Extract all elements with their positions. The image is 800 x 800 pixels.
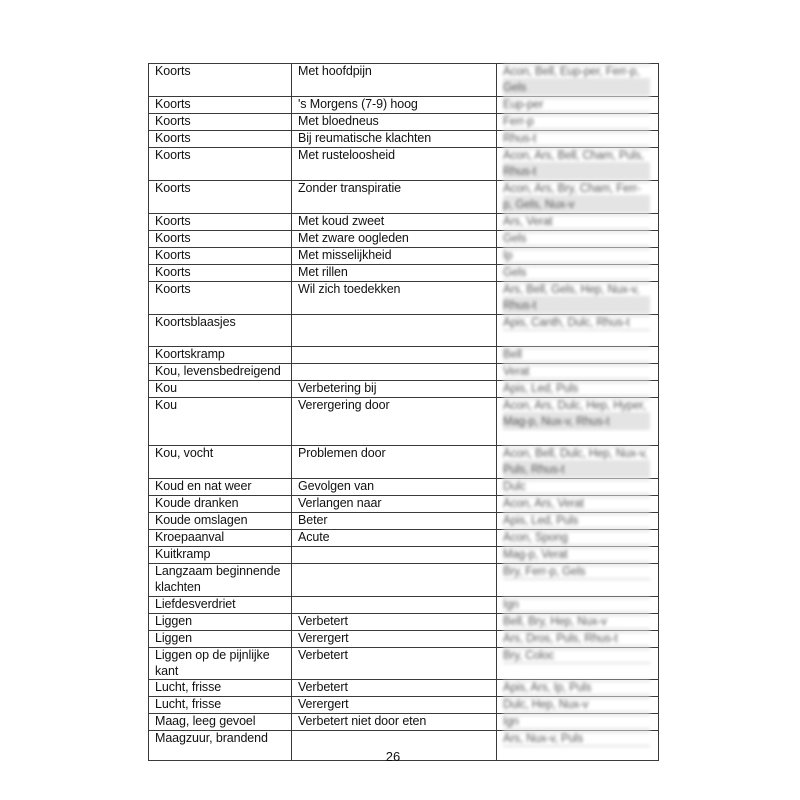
modality-cell: Zonder transpiratie bbox=[292, 181, 497, 214]
symptom-cell: Kuitkramp bbox=[149, 547, 292, 564]
page-number: 26 bbox=[385, 749, 401, 764]
blurred-remedies-text: Ign bbox=[503, 714, 650, 730]
blurred-remedies-text: Ars, Verat bbox=[503, 214, 650, 230]
table-row bbox=[149, 398, 659, 446]
remedies-cell bbox=[497, 148, 659, 181]
remedies-cell bbox=[497, 114, 659, 131]
table-row bbox=[149, 347, 659, 364]
symptom-cell: Koorts bbox=[149, 64, 292, 97]
remedies-cell bbox=[497, 364, 659, 381]
symptom-cell: Koorts bbox=[149, 214, 292, 231]
blurred-remedies-text: Bry, Coloc bbox=[503, 648, 650, 664]
remedies-cell bbox=[497, 597, 659, 614]
table-row bbox=[149, 114, 659, 131]
blurred-remedies-text: Bell bbox=[503, 347, 650, 363]
symptom-cell: Koorts bbox=[149, 181, 292, 214]
blurred-remedies-text: Ip bbox=[503, 248, 650, 264]
blurred-remedies-text: Acon, Ars, Dulc, Hep, Hyper, Mag-p, Nux-v, Rhus-t bbox=[503, 398, 650, 430]
remedies-cell bbox=[497, 547, 659, 564]
modality-cell: Problemen door bbox=[292, 446, 497, 479]
blurred-remedies-text: Verat bbox=[503, 364, 650, 380]
modality-cell: Verergert bbox=[292, 697, 497, 714]
modality-cell: Verlangen naar bbox=[292, 496, 497, 513]
remedies-cell bbox=[497, 614, 659, 631]
symptom-cell: Koud en nat weer bbox=[149, 479, 292, 496]
table-row bbox=[149, 547, 659, 564]
blurred-remedies-text: Acon, Ars, Bry, Cham, Ferr-p, Gels, Nux-v bbox=[503, 181, 650, 213]
symptom-cell: Maagzuur, brandend bbox=[149, 731, 292, 761]
blurred-remedies-text: Dulc, Hep, Nux-v bbox=[503, 697, 650, 713]
modality-cell: Verergert bbox=[292, 631, 497, 648]
modality-cell: Met misselijkheid bbox=[292, 248, 497, 265]
symptom-cell: Koorts bbox=[149, 97, 292, 114]
remedies-cell bbox=[497, 181, 659, 214]
table-row bbox=[149, 131, 659, 148]
modality-cell: Verbetering bij bbox=[292, 381, 497, 398]
blurred-remedies-text: Mag-p, Verat bbox=[503, 547, 650, 563]
blurred-remedies-text: Acon, Bell, Dulc, Hep, Nux-v, Puls, Rhus-t bbox=[503, 446, 650, 478]
table-body bbox=[149, 64, 659, 761]
symptom-cell: Koude dranken bbox=[149, 496, 292, 513]
remedies-cell bbox=[497, 680, 659, 697]
table-row bbox=[149, 479, 659, 496]
modality-cell: Verbetert bbox=[292, 614, 497, 631]
symptom-cell: Kou bbox=[149, 381, 292, 398]
symptom-cell: Liggen bbox=[149, 614, 292, 631]
symptom-cell: Kroepaanval bbox=[149, 530, 292, 547]
modality-cell: Met koud zweet bbox=[292, 214, 497, 231]
symptom-cell: Koorts bbox=[149, 282, 292, 315]
table-row bbox=[149, 597, 659, 614]
table-row bbox=[149, 97, 659, 114]
symptom-remedy-table bbox=[148, 63, 659, 761]
symptom-cell: Maag, leeg gevoel bbox=[149, 714, 292, 731]
symptom-cell: Koortskramp bbox=[149, 347, 292, 364]
remedies-cell bbox=[497, 315, 659, 347]
modality-cell: 's Morgens (7-9) hoog bbox=[292, 97, 497, 114]
blurred-remedies-text: Acon, Ars, Bell, Cham, Puls, Rhus-t bbox=[503, 148, 650, 180]
blurred-remedies-text: Acon, Bell, Eup-per, Ferr-p, Gels bbox=[503, 64, 650, 96]
modality-cell: Verbetert bbox=[292, 680, 497, 697]
remedies-cell bbox=[497, 697, 659, 714]
blurred-remedies-text: Ars, Nux-v, Puls bbox=[503, 731, 650, 747]
remedies-cell bbox=[497, 381, 659, 398]
modality-cell: Met bloedneus bbox=[292, 114, 497, 131]
table-row bbox=[149, 381, 659, 398]
symptom-cell: Liefdesverdriet bbox=[149, 597, 292, 614]
modality-cell: Met rillen bbox=[292, 265, 497, 282]
blurred-remedies-text: Ferr-p bbox=[503, 114, 650, 130]
blurred-remedies-text: Acon, Ars, Verat bbox=[503, 496, 650, 512]
table-row bbox=[149, 714, 659, 731]
blurred-remedies-text: Apis, Led, Puls bbox=[503, 381, 650, 397]
modality-cell: Verbetert niet door eten bbox=[292, 714, 497, 731]
remedies-cell bbox=[497, 479, 659, 496]
remedies-cell bbox=[497, 131, 659, 148]
symptom-cell: Koorts bbox=[149, 248, 292, 265]
table-row bbox=[149, 265, 659, 282]
remedies-cell bbox=[497, 347, 659, 364]
symptom-cell: Langzaam beginnende klachten bbox=[149, 564, 292, 597]
table-row bbox=[149, 614, 659, 631]
modality-cell: Verbetert bbox=[292, 648, 497, 680]
remedies-cell bbox=[497, 648, 659, 680]
symptom-cell: Kou bbox=[149, 398, 292, 446]
blurred-remedies-text: Apis, Led, Puls bbox=[503, 513, 650, 529]
modality-cell bbox=[292, 315, 497, 347]
remedies-cell bbox=[497, 265, 659, 282]
symptom-cell: Koude omslagen bbox=[149, 513, 292, 530]
remedies-cell bbox=[497, 214, 659, 231]
symptom-cell: Koorts bbox=[149, 231, 292, 248]
table-row bbox=[149, 248, 659, 265]
symptom-cell: Kou, levensbedreigend bbox=[149, 364, 292, 381]
modality-cell bbox=[292, 364, 497, 381]
modality-cell: Bij reumatische klachten bbox=[292, 131, 497, 148]
table-row bbox=[149, 181, 659, 214]
symptom-cell: Kou, vocht bbox=[149, 446, 292, 479]
modality-cell: Wil zich toedekken bbox=[292, 282, 497, 315]
table-row bbox=[149, 648, 659, 680]
blurred-remedies-text: Ars, Dros, Puls, Rhus-t bbox=[503, 631, 650, 647]
symptom-cell: Lucht, frisse bbox=[149, 680, 292, 697]
remedies-cell bbox=[497, 248, 659, 265]
blurred-remedies-text: Gels bbox=[503, 265, 650, 281]
modality-cell bbox=[292, 564, 497, 597]
remedies-cell bbox=[497, 564, 659, 597]
table-row bbox=[149, 680, 659, 697]
table-row bbox=[149, 364, 659, 381]
modality-cell: Met hoofdpijn bbox=[292, 64, 497, 97]
blurred-remedies-text: Rhus-t bbox=[503, 131, 650, 147]
table-row bbox=[149, 496, 659, 513]
table-row bbox=[149, 214, 659, 231]
blurred-remedies-text: Bry, Ferr-p, Gels bbox=[503, 564, 650, 580]
remedies-cell bbox=[497, 97, 659, 114]
table-row bbox=[149, 564, 659, 597]
modality-cell: Beter bbox=[292, 513, 497, 530]
blurred-remedies-text: Acon, Spong bbox=[503, 530, 650, 546]
blurred-remedies-text: Ign bbox=[503, 597, 650, 613]
table-row bbox=[149, 64, 659, 97]
symptom-cell: Koortsblaasjes bbox=[149, 315, 292, 347]
table-row bbox=[149, 315, 659, 347]
symptom-cell: Liggen op de pijnlijke kant bbox=[149, 648, 292, 680]
table-row bbox=[149, 513, 659, 530]
modality-cell bbox=[292, 547, 497, 564]
table-row bbox=[149, 697, 659, 714]
blurred-remedies-text: Eup-per bbox=[503, 97, 650, 113]
table-row bbox=[149, 631, 659, 648]
symptom-cell: Liggen bbox=[149, 631, 292, 648]
modality-cell: Verergering door bbox=[292, 398, 497, 446]
table-row bbox=[149, 282, 659, 315]
blurred-remedies-text: Dulc bbox=[503, 479, 650, 495]
modality-cell: Acute bbox=[292, 530, 497, 547]
symptom-cell: Lucht, frisse bbox=[149, 697, 292, 714]
remedies-cell bbox=[497, 631, 659, 648]
remedies-cell bbox=[497, 282, 659, 315]
blurred-remedies-text: Bell, Bry, Hep, Nux-v bbox=[503, 614, 650, 630]
symptom-cell: Koorts bbox=[149, 148, 292, 181]
modality-cell: Gevolgen van bbox=[292, 479, 497, 496]
blurred-remedies-text: Ars, Bell, Gels, Hep, Nux-v, Rhus-t bbox=[503, 282, 650, 314]
remedies-cell bbox=[497, 496, 659, 513]
blurred-remedies-text: Apis, Ars, Ip, Puls bbox=[503, 680, 650, 696]
remedies-cell bbox=[497, 513, 659, 530]
modality-cell: Met zware oogleden bbox=[292, 231, 497, 248]
table-row bbox=[149, 148, 659, 181]
symptom-cell: Koorts bbox=[149, 265, 292, 282]
table-row bbox=[149, 446, 659, 479]
table-row bbox=[149, 231, 659, 248]
blurred-remedies-text: Apis, Canth, Dulc, Rhus-t bbox=[503, 315, 650, 331]
remedies-cell bbox=[497, 530, 659, 547]
remedies-cell bbox=[497, 714, 659, 731]
table-row bbox=[149, 530, 659, 547]
remedies-cell bbox=[497, 231, 659, 248]
blurred-remedies-text: Gels bbox=[503, 231, 650, 247]
symptom-cell: Koorts bbox=[149, 114, 292, 131]
remedies-cell bbox=[497, 398, 659, 446]
remedies-cell bbox=[497, 64, 659, 97]
modality-cell bbox=[292, 597, 497, 614]
modality-cell bbox=[292, 347, 497, 364]
symptom-cell: Koorts bbox=[149, 131, 292, 148]
remedies-cell bbox=[497, 446, 659, 479]
modality-cell: Met rusteloosheid bbox=[292, 148, 497, 181]
